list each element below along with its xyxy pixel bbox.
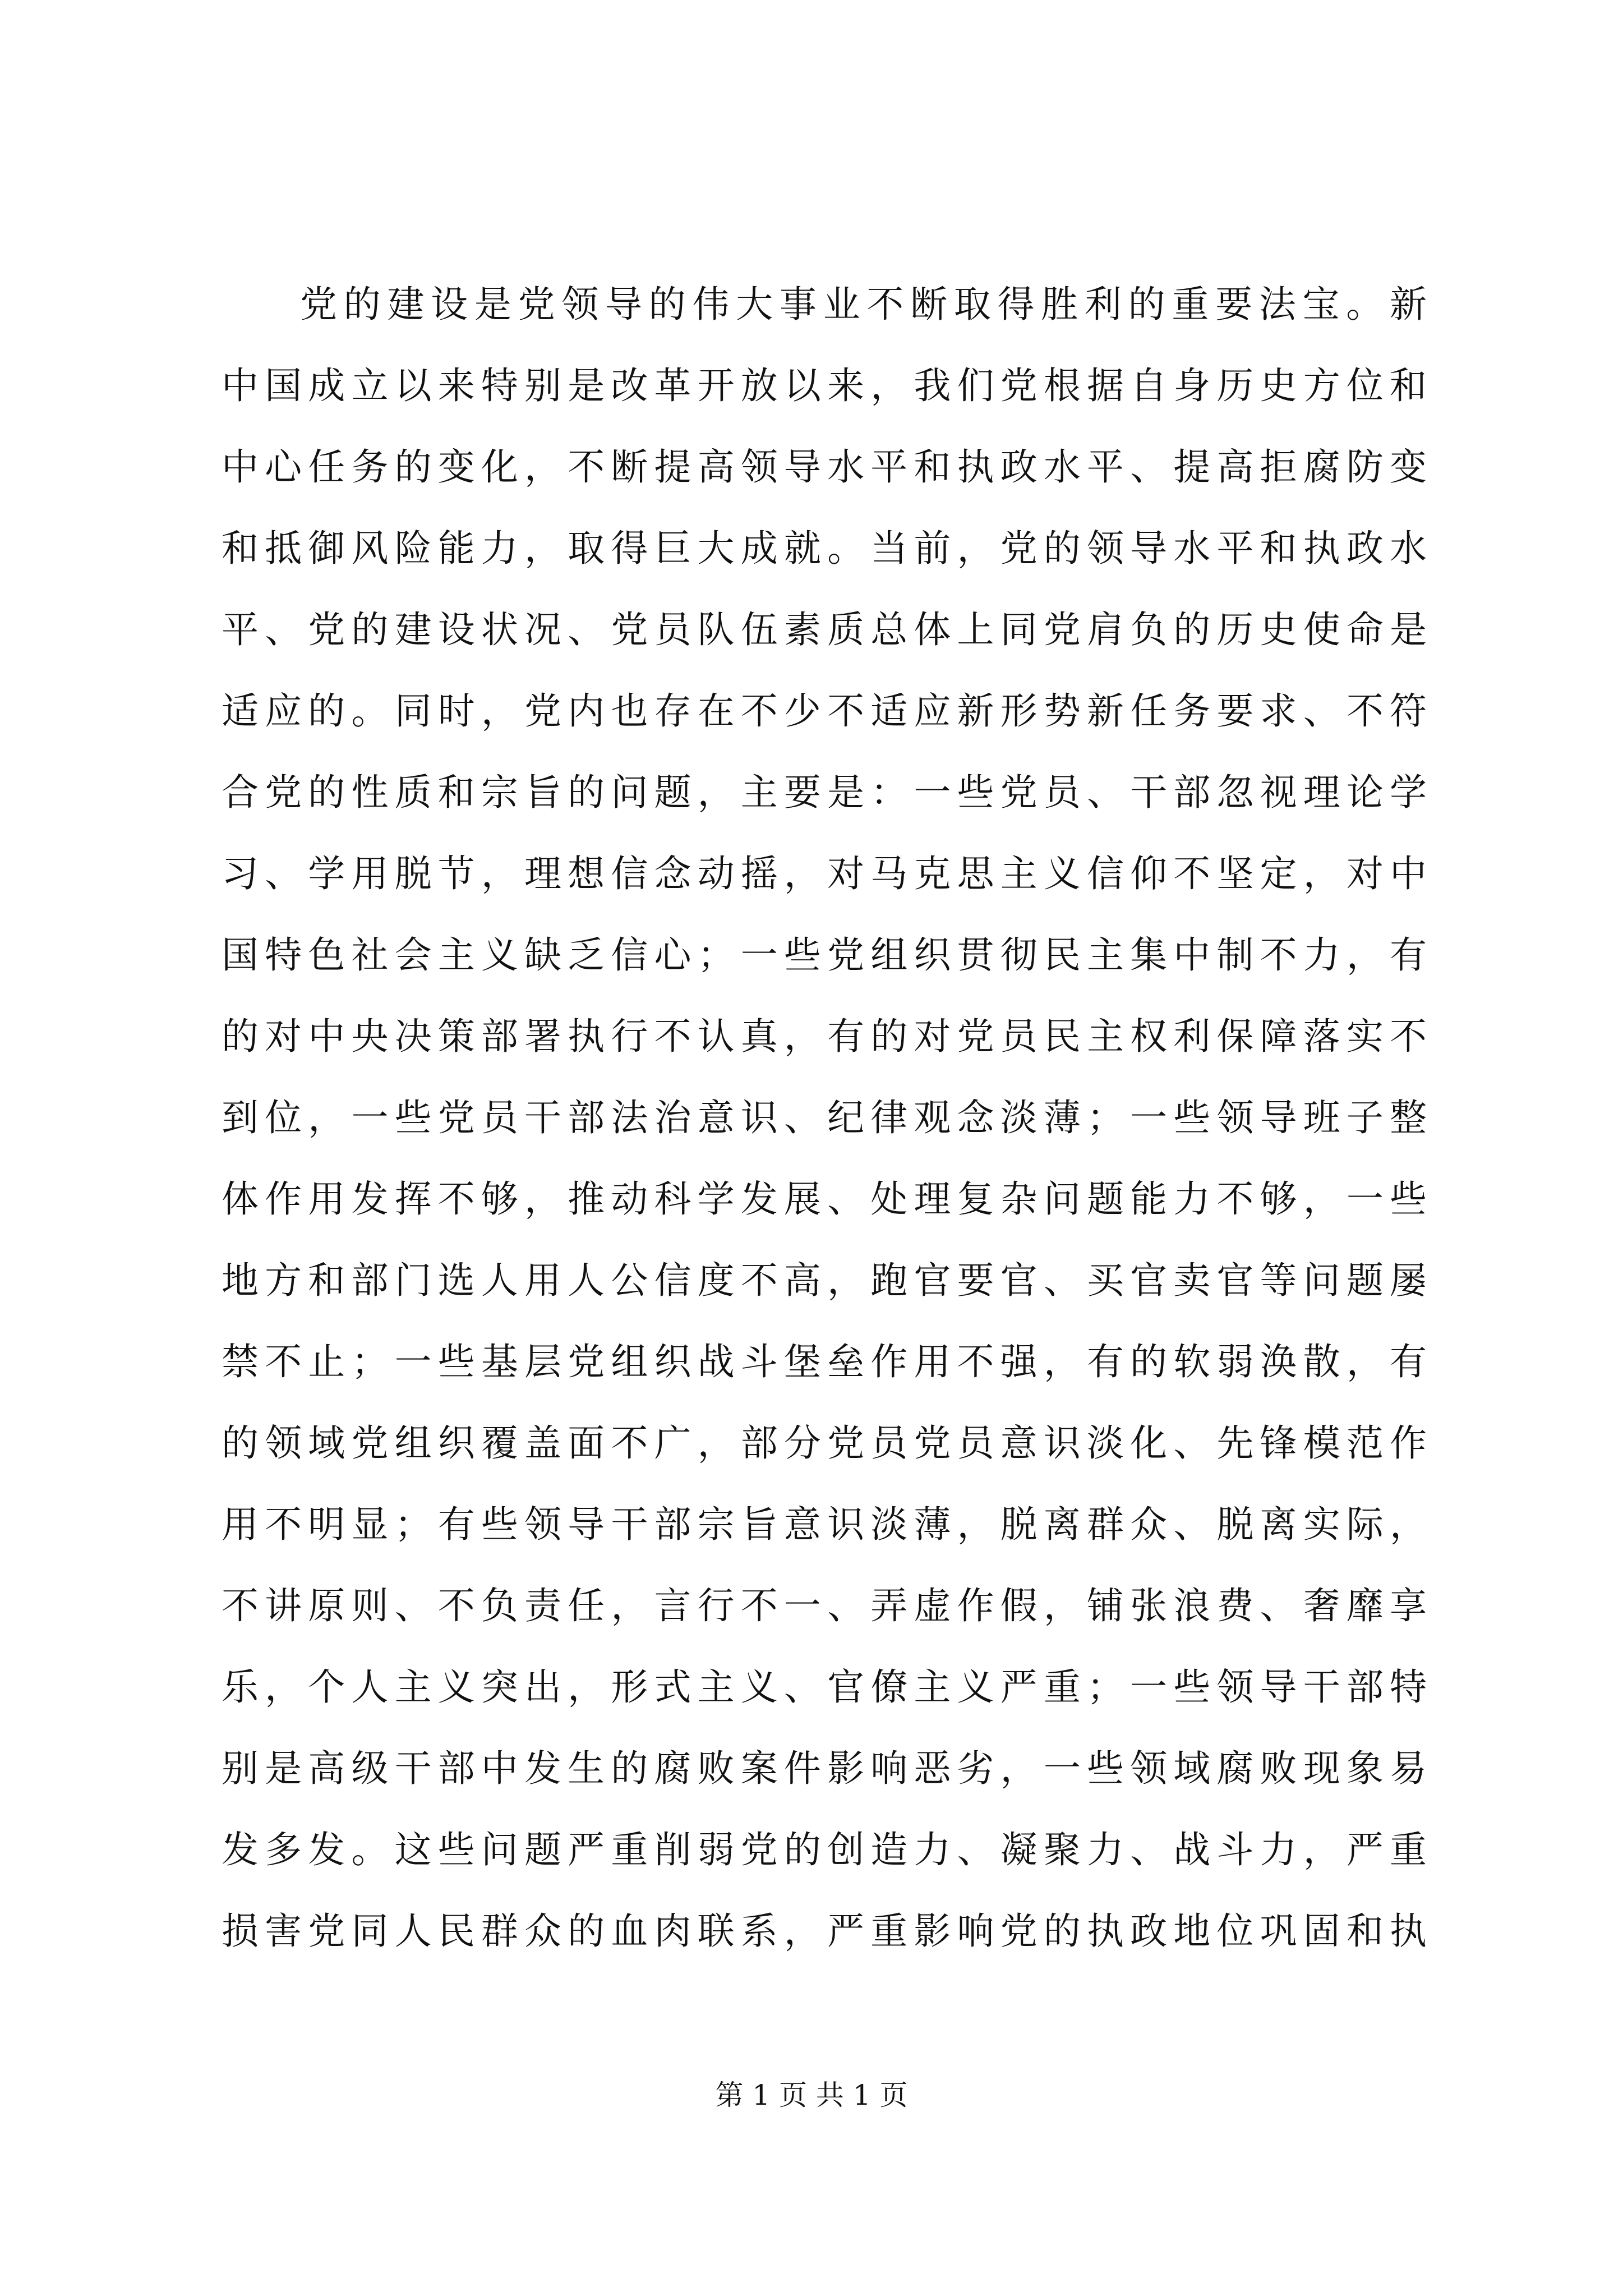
text-line: 到位，一些党员干部法治意识、纪律观念淡薄；一些领导班子整 — [222, 1096, 1427, 1139]
text-line: 体作用发挥不够，推动科学发展、处理复杂问题能力不够，一些 — [222, 1177, 1427, 1221]
page-footer — [0, 2076, 1623, 2115]
page-number-label: 第 1 页 共 1 页 — [715, 2079, 908, 2111]
text-line: 乐，个人主义突出，形式主义、官僚主义严重；一些领导干部特 — [222, 1665, 1427, 1709]
text-line: 的对中央决策部署执行不认真，有的对党员民主权利保障落实不 — [222, 1015, 1427, 1058]
text-line: 党的建设是党领导的伟大事业不断取得胜利的重要法宝。新 — [300, 283, 1427, 326]
text-line: 合党的性质和宗旨的问题，主要是：一些党员、干部忽视理论学 — [222, 771, 1427, 814]
text-line: 国特色社会主义缺乏信心；一些党组织贯彻民主集中制不力，有 — [222, 933, 1427, 977]
text-line: 中心任务的变化，不断提高领导水平和执政水平、提高拒腐防变 — [222, 445, 1427, 489]
text-line: 不讲原则、不负责任，言行不一、弄虚作假，铺张浪费、奢靡享 — [222, 1584, 1427, 1627]
text-line: 地方和部门选人用人公信度不高，跑官要官、买官卖官等问题屡 — [222, 1259, 1427, 1302]
text-line: 的领域党组织覆盖面不广，部分党员党员意识淡化、先锋模范作 — [222, 1421, 1427, 1465]
text-line: 习、学用脱节，理想信念动摇，对马克思主义信仰不坚定，对中 — [222, 852, 1427, 895]
text-line: 损害党同人民群众的血肉联系，严重影响党的执政地位巩固和执 — [222, 1910, 1427, 1953]
text-line: 平、党的建设状况、党员队伍素质总体上同党肩负的历史使命是 — [222, 608, 1427, 651]
text-line: 别是高级干部中发生的腐败案件影响恶劣，一些领域腐败现象易 — [222, 1747, 1427, 1790]
text-line: 适应的。同时，党内也存在不少不适应新形势新任务要求、不符 — [222, 689, 1427, 733]
body-paragraph — [222, 264, 1427, 1972]
text-line: 禁不止；一些基层党组织战斗堡垒作用不强，有的软弱涣散，有 — [222, 1340, 1427, 1383]
text-line: 中国成立以来特别是改革开放以来，我们党根据自身历史方位和 — [222, 364, 1427, 407]
text-line: 发多发。这些问题严重削弱党的创造力、凝聚力、战斗力，严重 — [222, 1828, 1427, 1871]
text-line: 用不明显；有些领导干部宗旨意识淡薄，脱离群众、脱离实际， — [222, 1503, 1427, 1546]
text-line: 和抵御风险能力，取得巨大成就。当前，党的领导水平和执政水 — [222, 527, 1427, 570]
